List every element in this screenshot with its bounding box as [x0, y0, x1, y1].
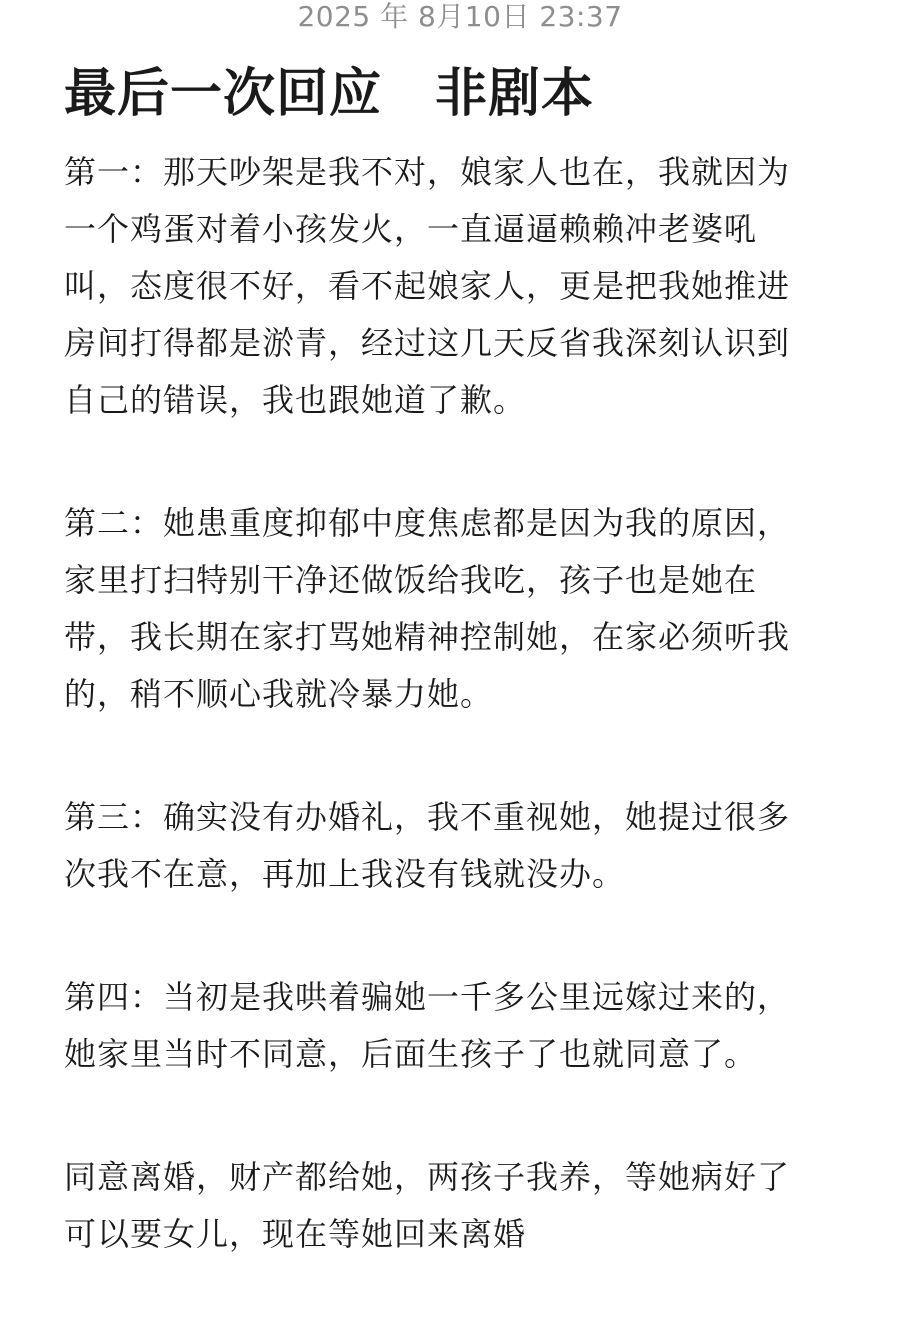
- text-line: 家里打扫特别干净还做饭给我吃，孩子也是她在: [64, 561, 758, 599]
- text-line: 她家里当时不同意，后面生孩子了也就同意了。: [64, 1035, 758, 1073]
- paragraph-3: [64, 789, 864, 903]
- text-line: 叫，态度很不好，看不起娘家人，更是把我她推进: [64, 267, 791, 305]
- text-line: 次我不在意，再加上我没有钱就没办。: [64, 855, 626, 893]
- text-line: 房间打得都是淤青，经过这几天反省我深刻认识到: [64, 324, 791, 362]
- text-line: 可以要女儿，现在等她回来离婚: [64, 1215, 527, 1253]
- paragraph-1: [64, 144, 864, 429]
- text-line: 的，稍不顺心我就冷暴力她。: [64, 675, 494, 713]
- note-body: [64, 144, 864, 1329]
- note-timestamp: 2025 年 8月10日 23:37: [297, 0, 623, 33]
- text-line: 第三：确实没有办婚礼，我不重视她，她提过很多: [64, 798, 791, 836]
- paragraph-5: [64, 1149, 864, 1263]
- text-line: 自己的错误，我也跟她道了歉。: [64, 381, 527, 419]
- text-line: 第四：当初是我哄着骗她一千多公里远嫁过来的，: [64, 978, 791, 1016]
- text-line: 一个鸡蛋对着小孩发火，一直逼逼赖赖冲老婆吼: [64, 210, 758, 248]
- text-line: 同意离婚，财产都给她，两孩子我养，等她病好了: [64, 1158, 791, 1196]
- note-title: 最后一次回应 非剧本: [64, 64, 595, 124]
- text-line: 第二：她患重度抑郁中度焦虑都是因为我的原因，: [64, 504, 791, 542]
- paragraph-2: [64, 495, 864, 723]
- text-line: 第一：那天吵架是我不对，娘家人也在，我就因为: [64, 153, 791, 191]
- text-line: 带，我长期在家打骂她精神控制她，在家必须听我: [64, 618, 791, 656]
- paragraph-4: [64, 969, 864, 1083]
